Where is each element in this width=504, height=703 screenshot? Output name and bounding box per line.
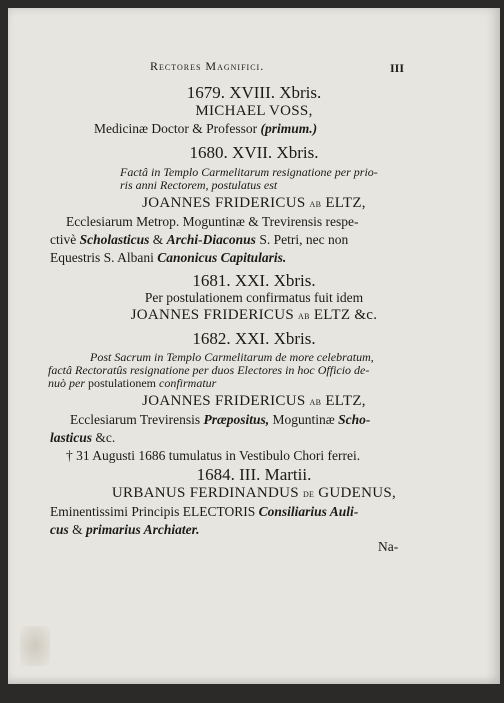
text: postulationem — [88, 376, 159, 390]
entry-1682-line-1 — [70, 413, 370, 427]
paper-stain — [20, 626, 50, 666]
name-part: ELTZ &c. — [309, 307, 378, 323]
entry-1679-name: MICHAEL VOSS, — [195, 103, 313, 119]
text: Eminentissimi Principis ELECTORIS — [50, 504, 259, 519]
text-italic: Præpositus, — [203, 412, 270, 427]
text: Equestris S. Albani — [50, 250, 158, 265]
entry-1680-line-2 — [50, 233, 348, 247]
entry-1682-date: 1682. XXI. Xbris. — [192, 329, 316, 348]
name-part: URBANUS FERDINANDUS — [111, 485, 303, 501]
entry-1681-date: 1681. XXI. Xbris. — [192, 271, 316, 290]
book-page — [8, 8, 500, 684]
entry-1680-line-3 — [50, 251, 286, 265]
title-text: Medicinæ Doctor & Professor — [94, 121, 261, 136]
text-italic: Consiliarius Auli- — [258, 504, 359, 519]
entry-1684-line-1 — [50, 505, 358, 519]
text-italic: nuò per — [48, 376, 88, 390]
entry-1680-date: 1680. XVII. Xbris. — [189, 143, 319, 162]
entry-1682-note-1: Post Sacrum in Templo Carmelitarum de more celebratum, — [90, 350, 374, 364]
text: Moguntinæ — [269, 412, 339, 427]
entry-1681-note: Per postulationem confirmatus fuit idem — [144, 290, 364, 305]
entry-1682-death: † 31 Augusti 1686 tumulatus in Vestibulo Chori ferrei. — [66, 448, 361, 463]
text-italic: primarius Archiater. — [86, 522, 200, 537]
entry-1680-note-2: ris anni Rectorem, postulatus est — [120, 178, 278, 192]
entry-1682-note-3 — [48, 377, 216, 389]
text: Ecclesiarum Trevirensis — [70, 412, 204, 427]
name-particle: ab — [309, 198, 322, 210]
text: & — [149, 232, 167, 247]
text-italic: Archi-Diaconus — [166, 232, 256, 247]
name-part: JOANNES FRIDERICUS — [130, 307, 299, 323]
text-italic: lasticus — [50, 430, 93, 445]
text: ctivè — [50, 232, 80, 247]
running-title: Rectores Magnifici. — [150, 59, 265, 73]
entry-1680-line-1: Ecclesiarum Metrop. Moguntinæ & Trevirensis respe- — [66, 214, 359, 229]
entry-1684-name — [8, 486, 500, 501]
text-italic: Scho- — [338, 412, 371, 427]
name-part: ELTZ, — [321, 393, 366, 409]
catchword: Na- — [378, 539, 399, 554]
text: S. Petri, nec non — [255, 232, 349, 247]
text-italic: confirmatur — [159, 376, 217, 390]
name-particle: de — [302, 488, 315, 500]
text-italic: Canonicus Capitularis. — [157, 250, 287, 265]
text-italic: Scholasticus — [79, 232, 150, 247]
title-note: (primum.) — [260, 121, 318, 136]
entry-1680-name — [8, 196, 500, 211]
entry-1682-note-2: factâ Rectoratûs resignatione per duos Electores in hoc Officio de- — [48, 363, 370, 377]
name-part: GUDENUS, — [314, 485, 397, 501]
page-number: III — [390, 61, 405, 75]
entry-1679-date: 1679. XVIII. Xbris. — [186, 83, 322, 102]
name-particle: ab — [309, 396, 322, 408]
text-italic: cus — [50, 522, 69, 537]
name-part: ELTZ, — [321, 195, 366, 211]
name-part: JOANNES FRIDERICUS — [142, 195, 310, 211]
entry-1682-name — [8, 394, 500, 409]
text: &c. — [92, 430, 116, 445]
entry-1684-line-2 — [50, 523, 200, 537]
entry-1681-name — [8, 308, 500, 323]
entry-1680-note-1: Factâ in Templo Carmelitarum resignatione per prio- — [120, 165, 378, 179]
text: & — [68, 522, 87, 537]
name-particle: ab — [298, 310, 310, 322]
entry-1679-title — [94, 122, 317, 136]
entry-1684-date: 1684. III. Martii. — [196, 465, 312, 484]
entry-1682-line-2 — [50, 431, 115, 445]
name-part: JOANNES FRIDERICUS — [142, 393, 310, 409]
